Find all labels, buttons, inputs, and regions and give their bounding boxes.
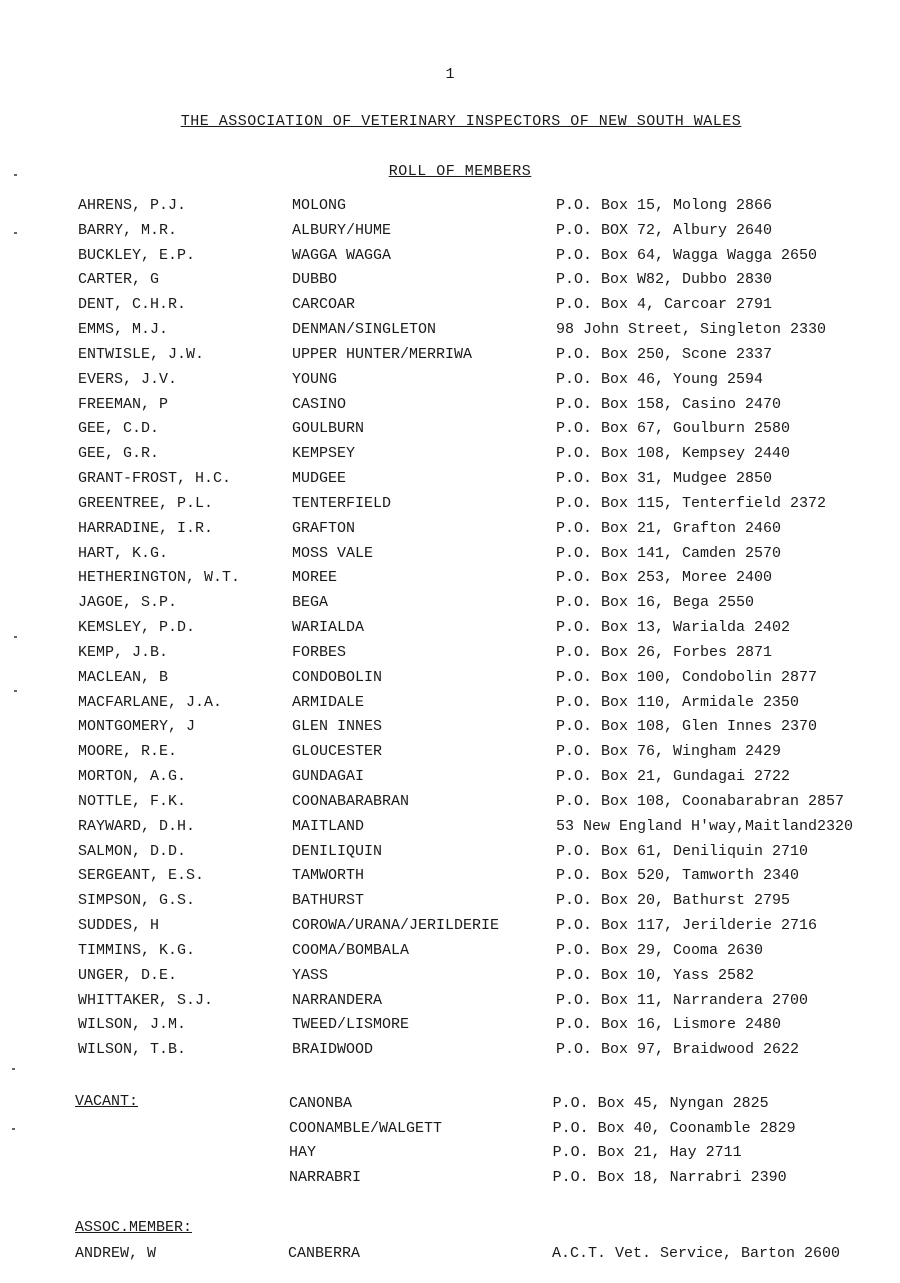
member-address: P.O. Box 64, Wagga Wagga 2650	[556, 246, 818, 264]
member-address: P.O. Box 250, Scone 2337	[556, 345, 773, 363]
member-name: ENTWISLE, J.W.	[78, 345, 205, 363]
member-row	[78, 370, 893, 395]
vacant-row	[289, 1168, 889, 1193]
member-district: MAITLAND	[292, 817, 365, 835]
member-address: P.O. Box 10, Yass 2582	[556, 966, 755, 984]
member-row	[78, 295, 893, 320]
member-row	[78, 1015, 893, 1040]
member-name: JAGOE, S.P.	[78, 594, 178, 612]
member-row	[78, 568, 893, 593]
member-address: A.C.T. Vet. Service, Barton 2600	[552, 1245, 841, 1262]
member-row	[78, 643, 893, 668]
member-name: MONTGOMERY, J	[78, 718, 196, 736]
member-row	[78, 767, 893, 792]
member-name: HART, K.G.	[78, 544, 169, 562]
member-name: WILSON, J.M.	[78, 1016, 187, 1034]
member-address: P.O. Box 100, Condobolin 2877	[556, 668, 818, 686]
member-address: P.O. Box 46, Young 2594	[556, 370, 764, 388]
member-row	[78, 593, 893, 618]
assoc-member-row	[75, 1245, 889, 1262]
member-address: P.O. Box W82, Dubbo 2830	[556, 271, 773, 289]
member-address: P.O. Box 61, Deniliquin 2710	[556, 842, 809, 860]
member-address: P.O. Box 115, Tenterfield 2372	[556, 494, 827, 512]
vacant-list	[289, 1094, 889, 1192]
member-row	[78, 717, 893, 742]
vacant-row	[289, 1119, 889, 1144]
member-row	[78, 966, 893, 991]
member-district: TWEED/LISMORE	[292, 1016, 410, 1034]
member-district: CARCOAR	[292, 296, 356, 314]
member-name: NOTTLE, F.K.	[78, 792, 187, 810]
member-district: GRAFTON	[292, 519, 356, 537]
member-name: GEE, C.D.	[78, 420, 160, 438]
vacant-address: P.O. Box 40, Coonamble 2829	[552, 1119, 796, 1137]
member-row	[78, 395, 893, 420]
member-district: TAMWORTH	[292, 867, 365, 885]
member-row	[78, 693, 893, 718]
member-address: P.O. BOX 72, Albury 2640	[556, 221, 773, 239]
member-district: UPPER HUNTER/MERRIWA	[292, 345, 473, 363]
member-row	[78, 345, 893, 370]
member-name: EMMS, M.J.	[78, 321, 169, 339]
member-name: GEE, G.R.	[78, 445, 160, 463]
margin-mark	[14, 174, 17, 176]
member-address: P.O. Box 97, Braidwood 2622	[556, 1041, 800, 1059]
member-address: P.O. Box 158, Casino 2470	[556, 395, 782, 413]
vacant-address: P.O. Box 21, Hay 2711	[552, 1144, 742, 1161]
member-district: COONABARABRAN	[292, 792, 410, 810]
member-district: ALBURY/HUME	[292, 221, 392, 239]
member-name: ANDREW, W	[75, 1245, 157, 1262]
member-row	[78, 866, 893, 891]
member-address: P.O. Box 67, Goulburn 2580	[556, 420, 791, 438]
member-name: MORTON, A.G.	[78, 768, 187, 786]
member-name: EVERS, J.V.	[78, 370, 178, 388]
member-district: FORBES	[292, 643, 347, 661]
member-name: DENT, C.H.R.	[78, 296, 187, 314]
member-name: SALMON, D.D.	[78, 842, 187, 860]
member-row	[78, 817, 893, 842]
vacant-district: CANONBA	[289, 1095, 353, 1112]
member-address: P.O. Box 31, Mudgee 2850	[556, 470, 773, 488]
member-row	[78, 419, 893, 444]
vacant-district: NARRABRI	[289, 1168, 362, 1186]
margin-mark	[14, 232, 17, 234]
member-row	[78, 941, 893, 966]
member-address: P.O. Box 108, Coonabarabran 2857	[556, 792, 845, 810]
member-address: P.O. Box 520, Tamworth 2340	[556, 867, 800, 885]
member-name: SERGEANT, E.S.	[78, 867, 205, 885]
member-address: P.O. Box 141, Camden 2570	[556, 544, 782, 562]
member-row	[78, 618, 893, 643]
member-address: P.O. Box 16, Bega 2550	[556, 594, 755, 612]
member-address: P.O. Box 21, Grafton 2460	[556, 519, 782, 537]
member-row	[78, 246, 893, 271]
vacant-row	[289, 1143, 889, 1168]
member-district: GLOUCESTER	[292, 743, 383, 761]
member-district: BRAIDWOOD	[292, 1041, 374, 1059]
member-address: P.O. Box 29, Cooma 2630	[556, 941, 764, 959]
member-address: P.O. Box 13, Warialda 2402	[556, 619, 791, 637]
member-district: MOLONG	[292, 197, 347, 214]
member-row	[78, 270, 893, 295]
member-name: TIMMINS, K.G.	[78, 941, 196, 959]
member-district: KEMPSEY	[292, 445, 356, 463]
member-address: P.O. Box 21, Gundagai 2722	[556, 768, 791, 786]
member-district: WARIALDA	[292, 619, 365, 637]
member-row	[78, 320, 893, 345]
member-name: WHITTAKER, S.J.	[78, 991, 214, 1009]
member-address: P.O. Box 16, Lismore 2480	[556, 1016, 782, 1034]
member-district: YASS	[292, 966, 329, 984]
member-district: TENTERFIELD	[292, 494, 392, 512]
document-subtitle: ROLL OF MEMBERS	[388, 163, 532, 180]
member-name: AHRENS, P.J.	[78, 197, 187, 214]
document-title: THE ASSOCIATION OF VETERINARY INSPECTORS OF NEW SOUTH WALES	[180, 113, 742, 130]
assoc-member-label: ASSOC.MEMBER:	[75, 1219, 193, 1236]
member-district: CANBERRA	[288, 1245, 361, 1262]
member-address: 98 John Street, Singleton 2330	[556, 321, 827, 339]
member-name: MACLEAN, B	[78, 668, 169, 686]
member-list	[78, 196, 893, 1065]
member-district: COOMA/BOMBALA	[292, 941, 410, 959]
member-district: NARRANDERA	[292, 991, 383, 1009]
member-district: DENMAN/SINGLETON	[292, 321, 437, 339]
member-district: GUNDAGAI	[292, 768, 365, 786]
member-address: P.O. Box 108, Glen Innes 2370	[556, 718, 818, 736]
member-name: SUDDES, H	[78, 917, 160, 935]
member-name: MACFARLANE, J.A.	[78, 693, 223, 711]
member-row	[78, 196, 893, 221]
member-district: CONDOBOLIN	[292, 668, 383, 686]
member-district: COROWA/URANA/JERILDERIE	[292, 917, 500, 935]
vacant-address: P.O. Box 45, Nyngan 2825	[552, 1095, 769, 1112]
member-name: BARRY, M.R.	[78, 221, 178, 239]
member-address: 53 New England H'way,Maitland2320	[556, 817, 854, 835]
margin-mark	[12, 1128, 15, 1130]
member-district: MOSS VALE	[292, 544, 374, 562]
page-number: 1	[445, 66, 455, 83]
member-name: GRANT-FROST, H.C.	[78, 470, 232, 488]
member-address: P.O. Box 26, Forbes 2871	[556, 643, 773, 661]
member-row	[78, 668, 893, 693]
member-row	[78, 494, 893, 519]
member-name: UNGER, D.E.	[78, 966, 178, 984]
member-name: BUCKLEY, E.P.	[78, 246, 196, 264]
member-district: DUBBO	[292, 271, 338, 289]
member-address: P.O. Box 76, Wingham 2429	[556, 743, 782, 761]
vacant-row	[289, 1094, 889, 1119]
member-district: MOREE	[292, 569, 338, 587]
member-address: P.O. Box 15, Molong 2866	[556, 197, 773, 214]
member-address: P.O. Box 117, Jerilderie 2716	[556, 917, 818, 935]
member-row	[78, 444, 893, 469]
margin-mark	[14, 636, 17, 638]
member-name: FREEMAN, P	[78, 395, 169, 413]
member-name: GREENTREE, P.L.	[78, 494, 214, 512]
member-row	[78, 842, 893, 867]
member-district: CASINO	[292, 395, 347, 413]
member-row	[78, 991, 893, 1016]
member-name: WILSON, T.B.	[78, 1041, 187, 1059]
vacant-district: HAY	[289, 1144, 317, 1161]
member-district: BEGA	[292, 594, 329, 612]
member-name: MOORE, R.E.	[78, 743, 178, 761]
member-row	[78, 1040, 893, 1065]
member-address: P.O. Box 11, Narrandera 2700	[556, 991, 809, 1009]
member-row	[78, 916, 893, 941]
member-address: P.O. Box 4, Carcoar 2791	[556, 296, 773, 314]
vacant-district: COONAMBLE/WALGETT	[289, 1119, 443, 1137]
member-district: BATHURST	[292, 892, 365, 910]
member-district: MUDGEE	[292, 470, 347, 488]
member-district: YOUNG	[292, 370, 338, 388]
member-district: WAGGA WAGGA	[292, 246, 392, 264]
member-row	[78, 792, 893, 817]
member-name: RAYWARD, D.H.	[78, 817, 196, 835]
margin-mark	[14, 690, 17, 692]
member-address: P.O. Box 253, Moree 2400	[556, 569, 773, 587]
vacant-address: P.O. Box 18, Narrabri 2390	[552, 1168, 787, 1186]
margin-mark	[12, 1068, 15, 1070]
member-district: DENILIQUIN	[292, 842, 383, 860]
member-address: P.O. Box 110, Armidale 2350	[556, 693, 800, 711]
member-row	[78, 891, 893, 916]
member-name: KEMP, J.B.	[78, 643, 169, 661]
member-name: HETHERINGTON, W.T.	[78, 569, 241, 587]
member-row	[78, 221, 893, 246]
member-address: P.O. Box 108, Kempsey 2440	[556, 445, 791, 463]
vacant-label: VACANT:	[75, 1093, 139, 1110]
member-address: P.O. Box 20, Bathurst 2795	[556, 892, 791, 910]
member-row	[78, 544, 893, 569]
member-name: KEMSLEY, P.D.	[78, 619, 196, 637]
member-row	[78, 742, 893, 767]
member-name: HARRADINE, I.R.	[78, 519, 214, 537]
member-row	[78, 469, 893, 494]
member-district: ARMIDALE	[292, 693, 365, 711]
member-row	[78, 519, 893, 544]
member-name: SIMPSON, G.S.	[78, 892, 196, 910]
member-name: CARTER, G	[78, 271, 160, 289]
member-district: GLEN INNES	[292, 718, 383, 736]
member-district: GOULBURN	[292, 420, 365, 438]
